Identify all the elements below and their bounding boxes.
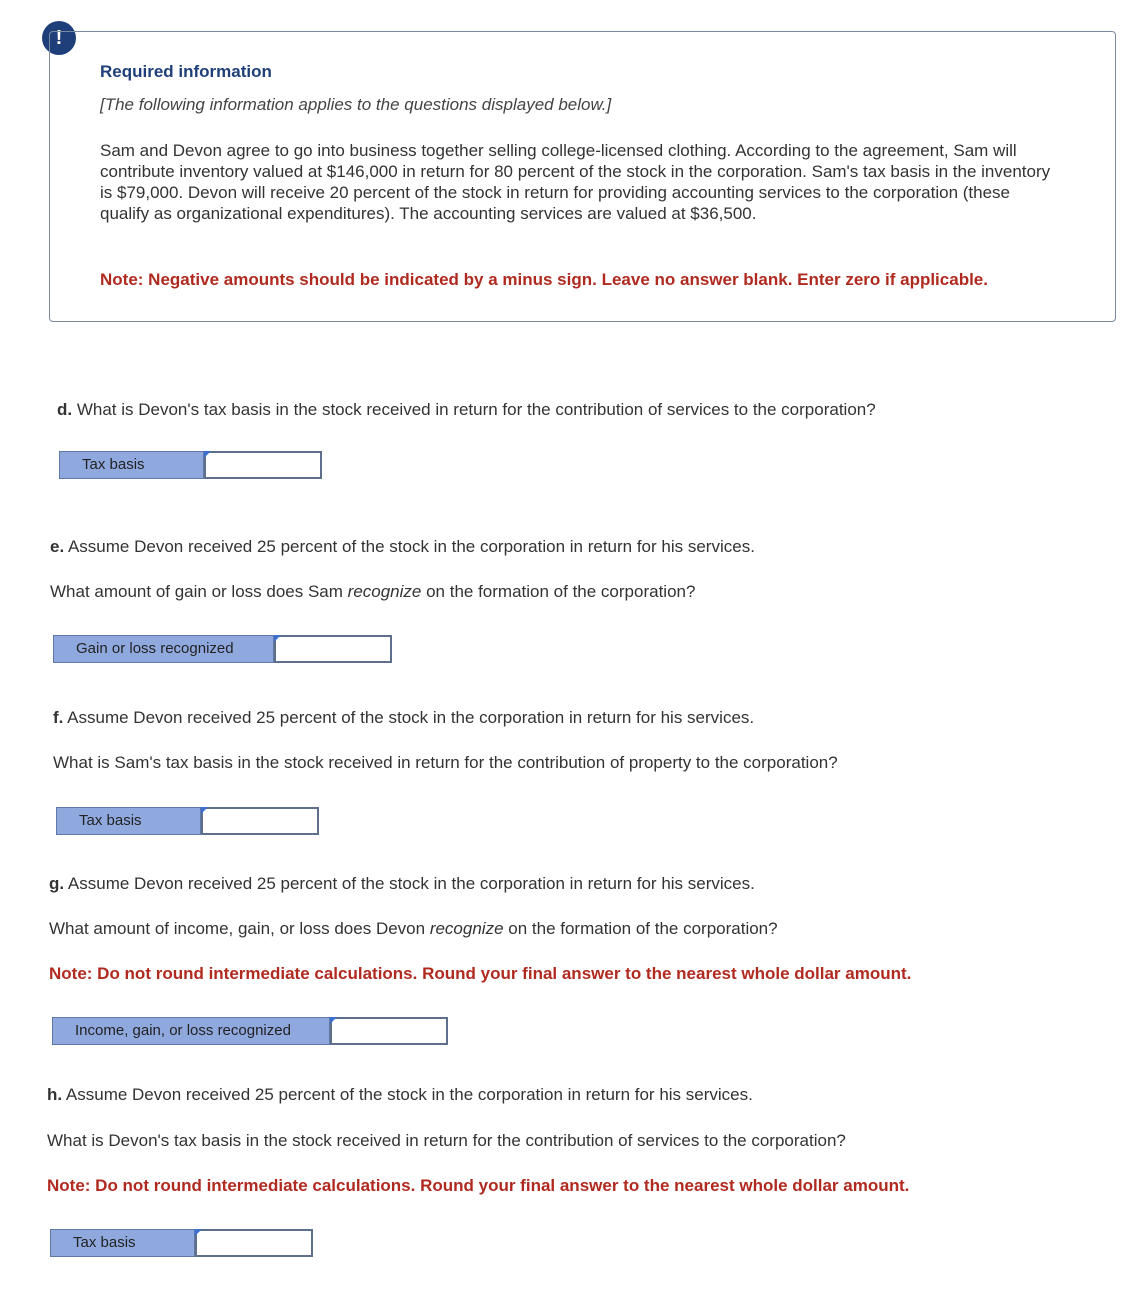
question-e (50, 582, 695, 602)
question-g-letter: g. (49, 874, 65, 893)
answer-row-g (52, 1017, 448, 1045)
answer-input-wrap-h (195, 1229, 313, 1257)
input-corner-marker (274, 635, 281, 642)
input-corner-marker (195, 1229, 202, 1236)
answer-label-h: Tax basis (50, 1229, 195, 1257)
question-g-assume (49, 874, 755, 894)
answer-row-d (59, 451, 322, 479)
question-g-note: Note: Do not round intermediate calculations. Round your final answer to the nearest whole dollar amount. (49, 964, 912, 983)
question-g (49, 919, 778, 939)
question-d-letter: d. (57, 400, 73, 419)
tax-basis-input-h[interactable] (195, 1229, 313, 1257)
question-e-letter: e. (50, 537, 65, 556)
answer-label-f: Tax basis (56, 807, 201, 835)
answer-label-g: Income, gain, or loss recognized (52, 1017, 330, 1045)
answer-label-d: Tax basis (59, 451, 204, 479)
question-e-assume (50, 537, 755, 557)
question-d (57, 400, 876, 420)
input-corner-marker (201, 807, 208, 814)
question-h-note: Note: Do not round intermediate calculations. Round your final answer to the nearest whole dollar amount. (47, 1176, 910, 1195)
question-e-text-before: What amount of gain or loss does Sam (50, 582, 348, 601)
info-note: Note: Negative amounts should be indicated by a minus sign. Leave no answer blank. Enter zero if applicable. (100, 270, 988, 289)
question-f-letter: f. (53, 708, 64, 727)
income-gain-loss-input-g[interactable] (330, 1017, 448, 1045)
tax-basis-input-f[interactable] (201, 807, 319, 835)
gain-loss-input-e[interactable] (274, 635, 392, 663)
question-e-text-after: on the formation of the corporation? (421, 582, 696, 601)
answer-input-wrap-f (201, 807, 319, 835)
answer-label-e: Gain or loss recognized (53, 635, 274, 663)
question-g-text-before: What amount of income, gain, or loss does Devon (49, 919, 430, 938)
alert-icon: ! (42, 21, 76, 55)
question-h: What is Devon's tax basis in the stock received in return for the contribution of services to the corporation? (47, 1131, 846, 1150)
answer-row-h (50, 1229, 313, 1257)
question-h-letter: h. (47, 1085, 63, 1104)
answer-row-e (53, 635, 392, 663)
question-g-assume-text: Assume Devon received 25 percent of the stock in the corporation in return for his services. (64, 874, 755, 893)
answer-input-wrap-e (274, 635, 392, 663)
tax-basis-input-d[interactable] (204, 451, 322, 479)
question-g-emph: recognize (429, 919, 504, 938)
question-h-assume (47, 1085, 753, 1105)
question-f-assume-text: Assume Devon received 25 percent of the stock in the corporation in return for his services. (63, 708, 755, 727)
input-corner-marker (204, 451, 211, 458)
question-h-assume-text: Assume Devon received 25 percent of the stock in the corporation in return for his services. (62, 1085, 753, 1104)
question-d-text: What is Devon's tax basis in the stock received in return for the contribution of services to the corporation? (72, 400, 876, 419)
answer-input-wrap-d (204, 451, 322, 479)
info-subtitle: [The following information applies to the questions displayed below.] (100, 95, 612, 114)
question-f: What is Sam's tax basis in the stock received in return for the contribution of property to the corporation? (53, 753, 838, 772)
question-e-emph: recognize (347, 582, 422, 601)
question-g-text-after: on the formation of the corporation? (503, 919, 778, 938)
question-e-assume-text: Assume Devon received 25 percent of the stock in the corporation in return for his services. (64, 537, 755, 556)
answer-row-f (56, 807, 319, 835)
answer-input-wrap-g (330, 1017, 448, 1045)
question-f-assume (53, 708, 754, 728)
info-body: Sam and Devon agree to go into business together selling college-licensed clothing. According to the agreement, Sam will contribute inventory valued at $146,000 in return for 80 percent of the stock in the corporation. Sam's tax basis in the inventory is $79,000. Devon will receive 20 percent of the stock in return for providing accounting services to the corporation (these qualify as organizational expenditures). The accounting services are valued at $36,500. (100, 141, 1051, 223)
input-corner-marker (330, 1017, 337, 1024)
info-title: Required information (100, 62, 272, 81)
